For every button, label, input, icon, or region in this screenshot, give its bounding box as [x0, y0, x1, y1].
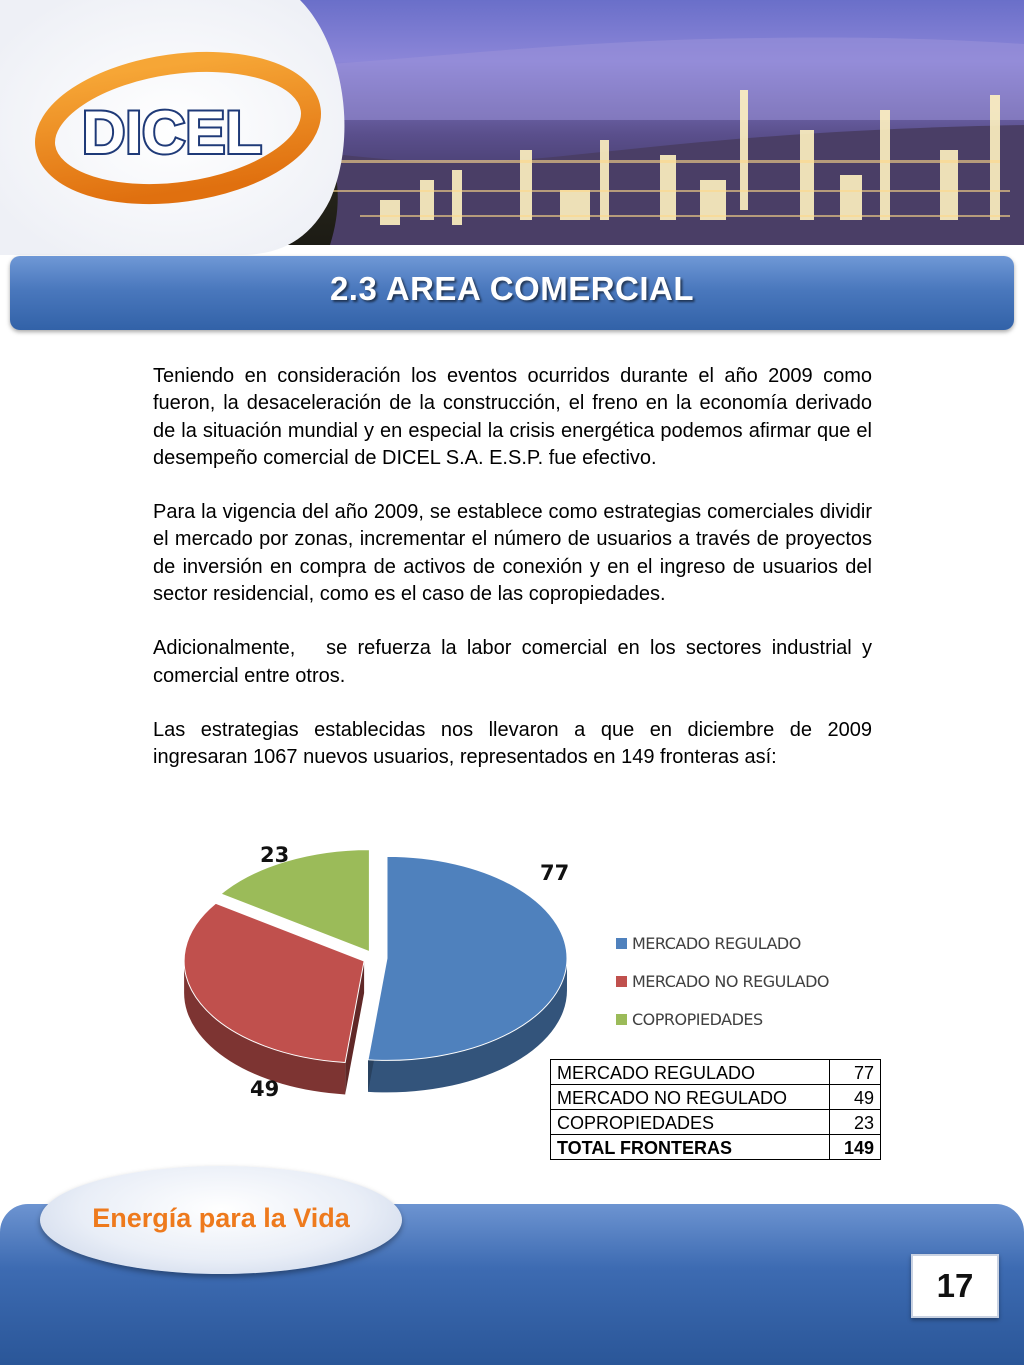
slogan: Energía para la Vida	[92, 1203, 350, 1233]
total-value: 149	[830, 1135, 881, 1160]
row-label: MERCADO NO REGULADO	[551, 1085, 830, 1110]
paragraph-2: Para la vigencia del año 2009, se establece como estrategias comerciales dividir el mercado por zonas, incrementar el número de usuarios a través de proyectos de inversión en compra de activos de conexión y en el ingreso de usuarios del sector residencial, como es el caso de las copropiedades.	[153, 501, 872, 606]
footer	[0, 1204, 1024, 1365]
header-banner	[0, 0, 1024, 255]
dicel-logo: DICEL	[82, 99, 262, 166]
row-value: 77	[830, 1060, 881, 1085]
city-night-photo	[0, 0, 1024, 255]
row-label: MERCADO REGULADO	[551, 1060, 830, 1085]
row-value: 23	[830, 1110, 881, 1135]
legend-label-1: MERCADO NO REGULADO	[632, 972, 829, 991]
table-row	[551, 1110, 881, 1135]
table-row	[551, 1085, 881, 1110]
legend-label-2: COPROPIEDADES	[632, 1010, 763, 1029]
data-label-1: 49	[250, 1077, 280, 1101]
paragraph-1: Teniendo en consideración los eventos ocurridos durante el año 2009 como fueron, la desaceleración de la construcción, el freno en la economía derivado de la situación mundial y en especial la crisis energética podemos afirmar que el desempeño comercial de DICEL S.A. E.S.P. fue efectivo.	[153, 365, 872, 469]
section-title-bar	[10, 256, 1014, 330]
row-label: COPROPIEDADES	[551, 1110, 830, 1135]
data-label-2: 23	[260, 843, 290, 867]
paragraph-3: Adicionalmente, se refuerza la labor comercial en los sectores industrial y comercial entre otros.	[153, 637, 878, 687]
legend-swatch-1	[616, 976, 627, 987]
summary-table	[550, 1059, 881, 1160]
total-label: TOTAL FRONTERAS	[551, 1135, 830, 1160]
page-number: 17	[911, 1254, 999, 1318]
slogan-badge	[40, 1166, 402, 1274]
page-title: 2.3 AREA COMERCIAL	[329, 270, 695, 307]
table-total-row	[551, 1135, 881, 1160]
legend-swatch-0	[616, 938, 627, 949]
body-text	[153, 363, 878, 799]
table-row	[551, 1060, 881, 1085]
data-label-0: 77	[540, 861, 570, 885]
legend-label-0: MERCADO REGULADO	[632, 934, 801, 953]
paragraph-4: Las estrategias establecidas nos llevaron a que en diciembre de 2009 ingresaran 1067 nuevos usuarios, representados en 149 fronteras así:	[153, 718, 872, 769]
row-value: 49	[830, 1085, 881, 1110]
legend-swatch-2	[616, 1014, 627, 1025]
